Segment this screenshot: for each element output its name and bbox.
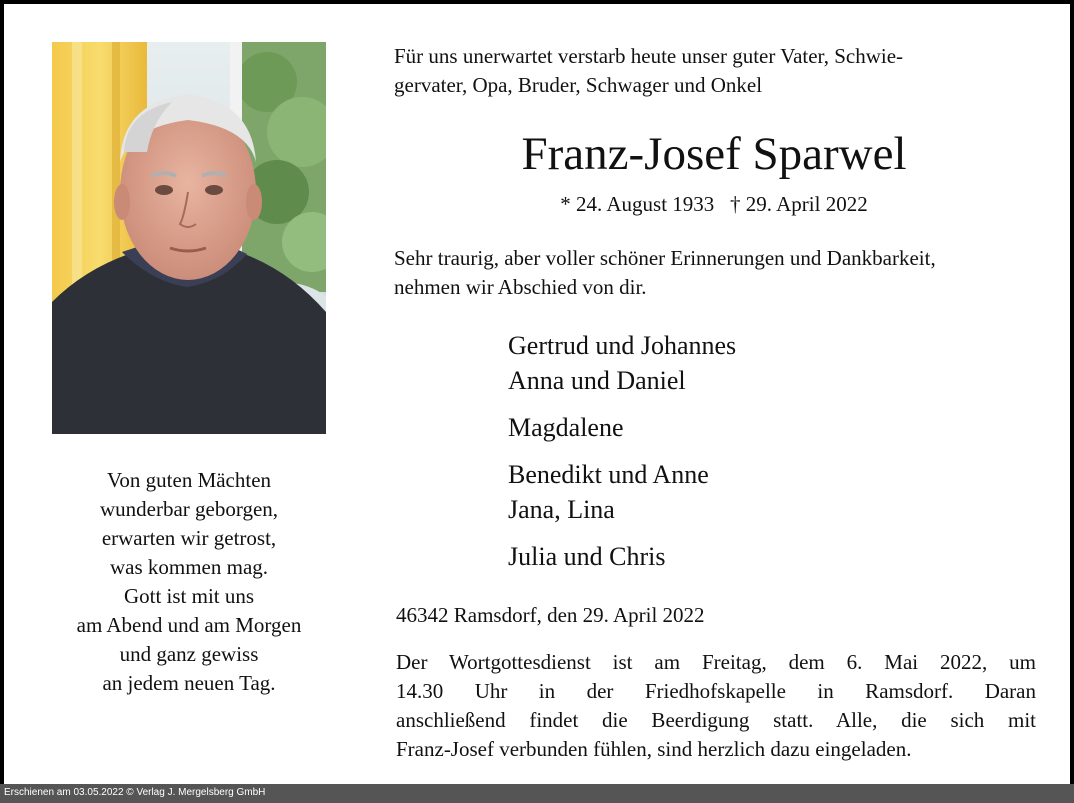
obituary-page [4,4,1070,784]
publication-footer [0,784,1074,803]
intro-text [394,42,1034,100]
verse-line: Von guten Mächten [106,468,272,492]
service-line: anschließend findet die Beerdigung statt. Alle, die sich mit [396,708,1036,732]
portrait-photo [52,42,326,434]
family-group [508,457,908,527]
verse-line: am Abend und am Morgen [76,613,302,637]
place-date: 46342 Ramsdorf, den 29. April 2022 [396,603,705,627]
family-member: Anna und Daniel [508,366,686,395]
family-group [508,328,908,398]
family-list [508,328,908,586]
family-group [508,539,908,574]
verse [44,466,334,698]
intro-line: Für uns unerwartet verstarb heute unser guter Vater, Schwie- [394,44,904,68]
family-member: Benedikt und Anne [508,460,709,489]
mourning-line: Sehr traurig, aber voller schöner Erinnerungen und Dankbarkeit, [394,246,936,270]
service-line: 14.30 Uhr in der Friedhofskapelle in Ramsdorf. Daran [396,679,1036,703]
mourning-line: nehmen wir Abschied von dir. [394,275,647,299]
footer-text: Erschienen am 03.05.2022 © Verlag J. Mergelsberg GmbH [4,787,266,798]
life-dates: * 24. August 1933 † 29. April 2022 [560,192,868,216]
family-member: Julia und Chris [508,542,666,571]
verse-line: was kommen mag. [109,555,269,579]
verse-line: und ganz gewiss [119,642,259,666]
mourning-text [394,244,1044,302]
intro-line: gervater, Opa, Bruder, Schwager und Onkel [394,73,763,97]
service-info [396,648,1036,764]
verse-line: erwarten wir getrost, [101,526,277,550]
family-member: Jana, Lina [508,495,615,524]
verse-line: Gott ist mit uns [123,584,255,608]
service-line: Der Wortgottesdienst ist am Freitag, dem 6. Mai 2022, um [396,650,1036,674]
verse-line: an jedem neuen Tag. [102,671,276,695]
family-member: Gertrud und Johannes [508,331,737,360]
family-member: Magdalene [508,413,624,442]
verse-line: wunderbar geborgen, [99,497,279,521]
deceased-name: Franz-Josef Sparwel [521,128,907,180]
family-group [508,410,908,445]
service-line: Franz-Josef verbunden fühlen, sind herzlich dazu eingeladen. [396,737,912,761]
